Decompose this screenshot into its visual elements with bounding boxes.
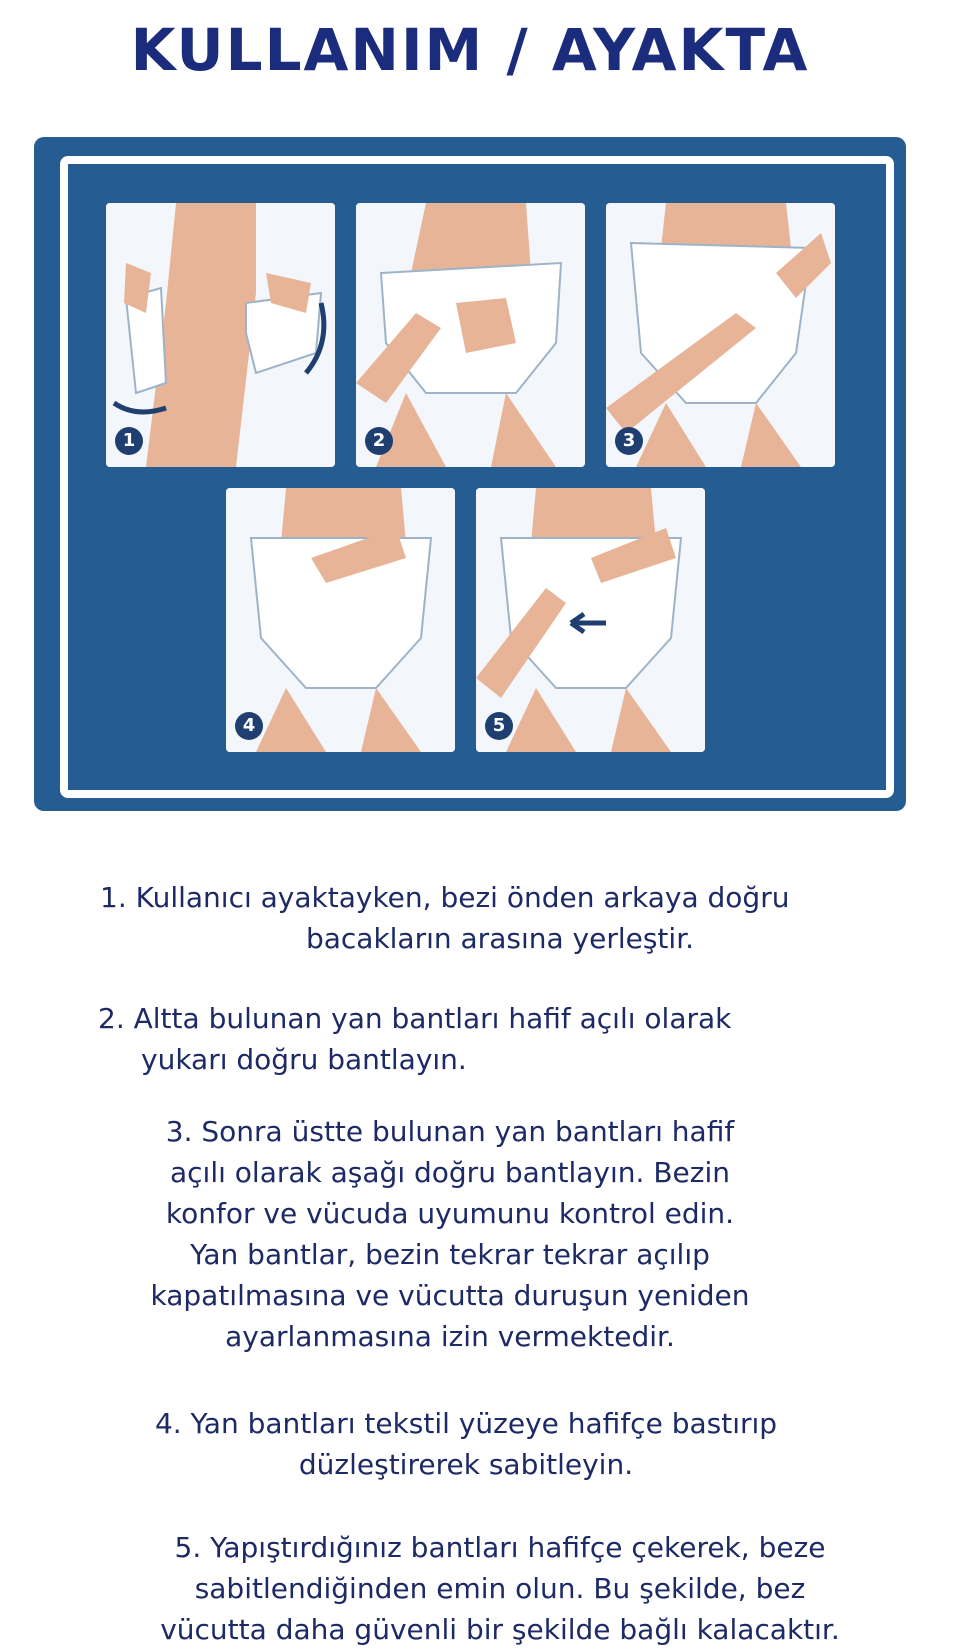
step-3-drawing	[606, 203, 835, 467]
step-4-badge: 4	[235, 712, 263, 740]
step-1-illustration	[106, 203, 335, 467]
instruction-line: vücutta daha güvenli bir şekilde bağlı kalacaktır.	[160, 1613, 840, 1646]
instruction-line: 2. Altta bulunan yan bantları hafif açılı olarak	[98, 1002, 732, 1035]
instruction-line: konfor ve vücuda uyumunu kontrol edin.	[165, 1197, 735, 1230]
instruction-step-4	[96, 1403, 836, 1485]
step-3-illustration	[606, 203, 835, 467]
step-5-illustration	[476, 488, 705, 752]
step-1-badge: 1	[115, 427, 143, 455]
step-4-drawing	[226, 488, 455, 752]
instruction-line: sabitlendiğinden emin olun. Bu şekilde, bez	[194, 1572, 806, 1605]
instruction-line: 4. Yan bantları tekstil yüzeye hafifçe bastırıp	[154, 1407, 778, 1440]
instruction-line: Yan bantlar, bezin tekrar tekrar açılıp	[190, 1238, 710, 1271]
instruction-line: açılı olarak aşağı doğru bantlayın. Bezin	[170, 1156, 730, 1189]
instruction-step-3	[90, 1111, 810, 1357]
step-2-drawing	[356, 203, 585, 467]
instruction-step-2	[98, 998, 731, 1080]
instruction-line: 3. Sonra üstte bulunan yan bantları hafif	[165, 1115, 735, 1148]
step-1-drawing	[106, 203, 335, 467]
instruction-line: düzleştirerek sabitleyin.	[298, 1448, 634, 1481]
instruction-line: ayarlanmasına izin vermektedir.	[225, 1320, 675, 1353]
instruction-step-5	[100, 1527, 900, 1650]
instruction-step-1	[100, 877, 900, 959]
instruction-line: bacakların arasına yerleştir.	[305, 922, 695, 955]
instruction-line: yukarı doğru bantlayın.	[141, 1043, 467, 1076]
instruction-line: 1. Kullanıcı ayaktayken, bezi önden arkaya doğru	[100, 881, 790, 914]
step-2-badge: 2	[365, 427, 393, 455]
step-5-drawing	[476, 488, 705, 752]
step-4-illustration	[226, 488, 455, 752]
page-title: KULLANIM / AYAKTA	[130, 16, 810, 84]
step-3-badge: 3	[615, 427, 643, 455]
instruction-line: 5. Yapıştırdığınız bantları hafifçe çekerek, beze	[174, 1531, 826, 1564]
step-2-illustration	[356, 203, 585, 467]
step-5-badge: 5	[485, 712, 513, 740]
instruction-line: kapatılmasına ve vücutta duruşun yeniden	[150, 1279, 750, 1312]
